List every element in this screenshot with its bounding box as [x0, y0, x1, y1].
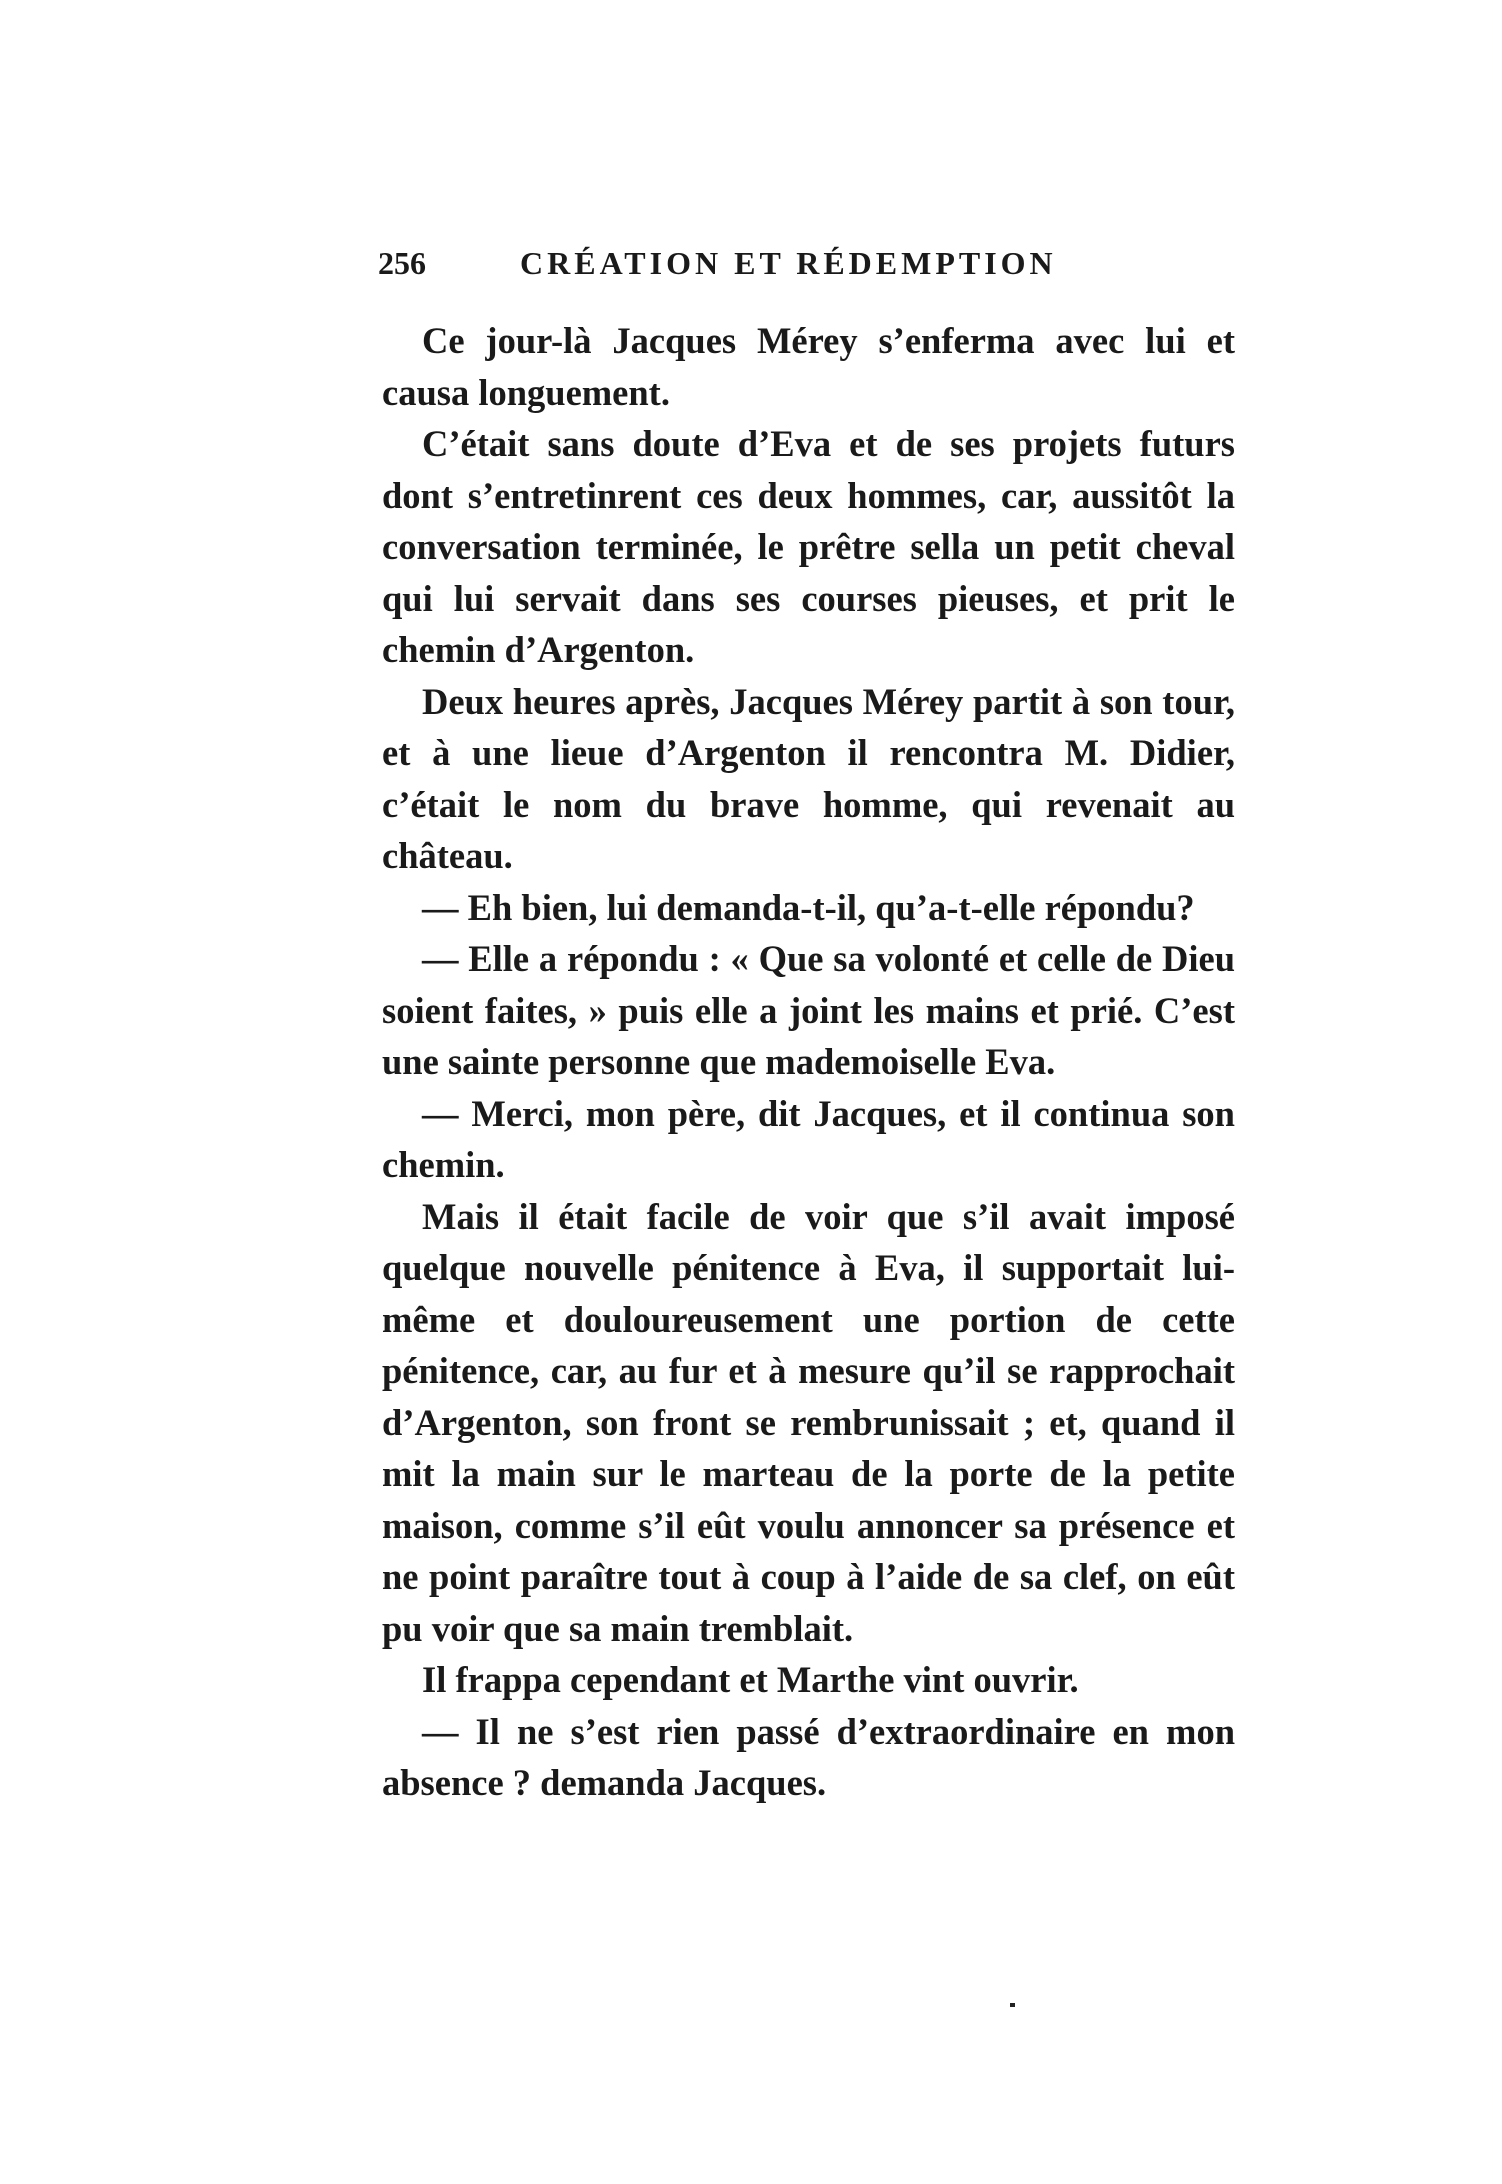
page-number: 256: [378, 245, 426, 281]
print-speck: [1010, 2003, 1015, 2007]
paragraph: — Elle a répondu : « Que sa volonté et celle de Dieu soient faites, » puis elle a joint les mains et prié. C’est une sainte personne que mademoiselle Eva.: [382, 938, 1235, 1082]
paragraph: Deux heures après, Jacques Mérey partit à son tour, et à une lieue d’Argenton il rencontra M. Didier, c’était le nom du brave homme, qui revenait au château.: [382, 680, 1235, 876]
paragraph: Ce jour-là Jacques Mérey s’enferma avec lui et causa longuement.: [382, 320, 1235, 413]
body-text: [382, 315, 1235, 1809]
paragraph: — Il ne s’est rien passé d’extraordinaire en mon absence ? demanda Jacques.: [382, 1710, 1235, 1803]
paragraph: Il frappa cependant et Marthe vint ouvrir.: [422, 1659, 1079, 1700]
page-header: [378, 245, 1098, 295]
paragraph: — Eh bien, lui demanda-t-il, qu’a-t-elle répondu?: [422, 886, 1195, 928]
paragraph: C’était sans doute d’Eva et de ses projets futurs dont s’entretinrent ces deux hommes, car, aussitôt la conversation terminée, le prêtre sella un petit cheval qui lui servait dans ses courses pieuses, et prit le chemin d’Argenton.: [382, 423, 1235, 670]
paragraph: Mais il était facile de voir que s’il avait imposé quelque nouvelle pénitence à Eva, il supportait lui-même et douloureusement une portion de cette pénitence, car, au fur et à mesure qu’il se rapprochait d’Argenton, son front se rembrunissait ; et, quand il mit la main sur le marteau de la porte de la petite maison, comme s’il eût voulu annoncer sa présence et ne point paraître tout à coup à l’aide de sa clef, on eût pu voir que sa main tremblait.: [382, 1195, 1235, 1649]
running-title: CRÉATION ET RÉDEMPTION: [520, 245, 1057, 281]
paragraph: — Merci, mon père, dit Jacques, et il continua son chemin.: [382, 1092, 1235, 1185]
